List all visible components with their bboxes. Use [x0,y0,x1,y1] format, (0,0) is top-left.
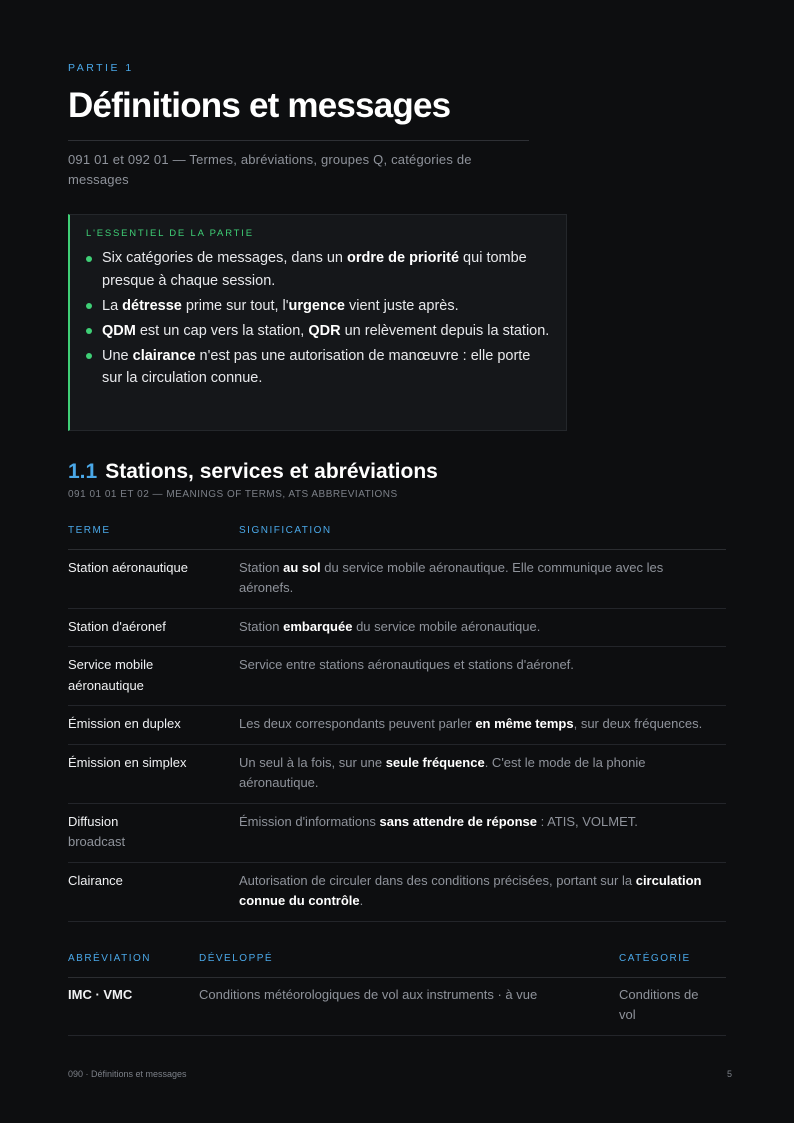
emphasis: QDM [102,322,136,339]
page-number: 5 [726,1069,732,1079]
emphasis: en même temps [475,716,574,731]
header-category: CATÉGORIE [619,941,726,977]
section-subtitle: 091 01 01 ET 02 — MEANINGS OF TERMS, ATS ABBREVIATIONS [68,489,398,500]
emphasis: embarquée [283,618,353,634]
term-cell [68,549,239,608]
emphasis: QDR [308,322,341,339]
definition-cell [239,744,726,803]
abbreviation-cell: IMC · VMC [68,977,199,1035]
header-meaning: SIGNIFICATION [239,513,726,549]
text-run: prime sur tout, l' [181,297,289,314]
key-points-callout [68,214,567,431]
table-row [68,647,726,706]
bullet-dot-icon [86,256,92,262]
text-run: Six catégories de messages, dans un [102,250,348,266]
key-points-list [86,247,550,390]
emphasis: urgence [288,297,345,314]
text-run: Émission d'informations [239,813,380,829]
table-row [68,608,726,647]
key-point-item [86,345,550,390]
term-label: Service mobile aéronautique [68,657,154,693]
text-run: un relèvement depuis la station. [340,322,550,339]
footer-running-title: 090 · Définitions et messages [68,1069,187,1079]
definition-cell [239,608,726,647]
key-point-item [86,320,550,343]
bullet-dot-icon [86,303,92,309]
text-run: Service entre stations aéronautiques et stations d'aéronef. [239,657,574,672]
emphasis: clairance [132,347,196,364]
table-row [68,862,726,921]
definition-cell [239,706,726,745]
abbreviations-table-header [68,941,726,977]
text-run: du service mobile aéronautique. [352,618,541,634]
header-expanded: DÉVELOPPÉ [199,941,619,977]
term-cell [68,706,239,745]
text-run: La [102,297,123,314]
term-cell [68,803,239,862]
definition-cell [239,549,726,608]
section-heading [68,458,438,486]
terms-table [68,513,726,922]
definition-cell [239,647,726,706]
page-subtitle: 091 01 et 092 01 — Termes, abréviations, groupes Q, catégories de messages [68,152,472,187]
text-run: Une [102,347,133,364]
text-run: Station [239,618,284,634]
text-run: vient juste après. [344,297,459,314]
table-row [68,977,726,1035]
text-run: . C'est le mode de la phonie aéronautique. [239,754,646,790]
term-cell [68,744,239,803]
term-label: Station d'aéronef [68,618,166,634]
emphasis: au sol [283,559,321,575]
text-run: : ATIS, VOLMET. [536,813,638,829]
text-run: n'est pas une autorisation de manœuvre : elle porte sur la circulation connue. [102,347,531,386]
header-abbreviation: ABRÉVIATION [68,941,199,977]
page-title: Définitions et messages [68,86,451,125]
category-cell: Conditions de vol [619,977,726,1035]
emphasis: ordre de priorité [347,250,460,266]
emphasis: seule fréquence [385,754,485,770]
callout-title: L'ESSENTIEL DE LA PARTIE [86,228,254,239]
expanded-cell: Conditions météorologiques de vol aux instruments · à vue [199,977,619,1035]
definition-cell [239,862,726,921]
text-run: du service mobile aéronautique. Elle communique avec les aéronefs. [239,559,664,595]
term-label: Émission en duplex [68,716,181,731]
term-cell [68,647,239,706]
text-run: , sur deux fréquences. [573,716,703,731]
terms-table-header [68,513,726,549]
term-label: Émission en simplex [68,754,187,770]
section-title: Stations, services et abréviations [105,460,438,483]
definition-cell [239,803,726,862]
bullet-dot-icon [86,353,92,359]
emphasis: détresse [122,297,182,314]
text-run: Les deux correspondants peuvent parler [239,716,476,731]
bullet-dot-icon [86,328,92,334]
term-label: Station aéronautique [68,559,188,575]
emphasis: sans attendre de réponse [379,813,537,829]
table-row [68,803,726,862]
header-term: TERME [68,513,239,549]
key-point-item [86,247,550,292]
term-label: Clairance [68,872,123,888]
abbreviations-table [68,941,726,1036]
part-kicker: PARTIE 1 [68,62,134,74]
term-cell [68,608,239,647]
table-row [68,744,726,803]
text-run: est un cap vers la station, [135,322,309,339]
emphasis: circulation connue du contrôle [239,872,702,908]
table-row [68,549,726,608]
text-run: Autorisation de circuler dans des conditions précisées, portant sur la [239,872,636,888]
text-run: . [359,893,364,908]
key-point-item [86,295,550,318]
text-run: Station [239,559,284,575]
term-label: Diffusion [68,813,119,829]
section-number: 1.1 [68,460,98,483]
text-run: Un seul à la fois, sur une [239,754,386,770]
term-cell [68,862,239,921]
term-alternate: broadcast [68,834,126,849]
table-row [68,706,726,745]
title-divider [68,140,529,141]
text-run: qui tombe presque à chaque session. [102,250,527,289]
